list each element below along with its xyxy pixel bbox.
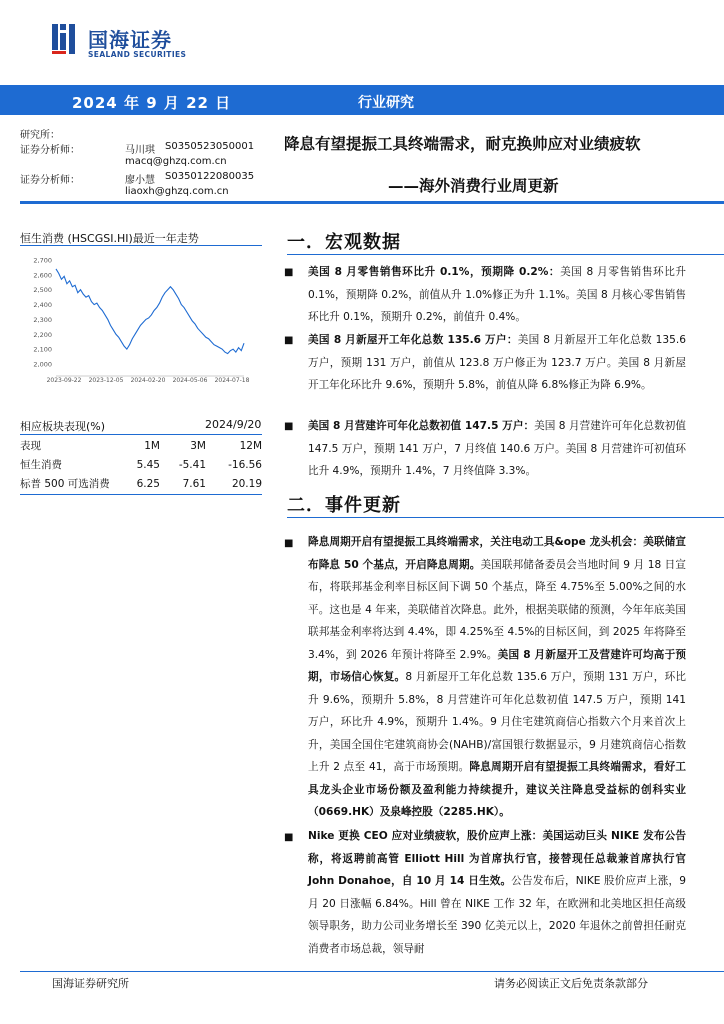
section-rule [287, 254, 724, 255]
col-header: 表现 [20, 440, 41, 452]
col-header: 3M [190, 439, 206, 452]
item-lead-3: 降息周期开启有望提振工具终端需求，看好工具龙头企业市场份额及盈利能力持续提升，建议关注降息受益标的创科实业（0669.HK）及泉峰控股（2285.HK）。 [308, 761, 687, 818]
report-subtitle: ——海外消费行业周更新 [388, 177, 559, 195]
sealand-logo-icon [50, 22, 82, 56]
report-date: 2024 年 9 月 22 日 [72, 94, 232, 112]
cell-3m: 7.61 [182, 477, 206, 490]
y-tick-label: 2,700 [33, 256, 52, 265]
macro-item-permits [308, 415, 686, 483]
row-name: 恒生消费 [20, 459, 62, 471]
item-body: 美国 8 月营建许可年化总数初值 147.5 万户，预期 141 万户，7 月终值 140.6 万户。美国 8 月营建许可初值环比升 4.9%，预期升 1.4%，7 月终值降 3.3%。 [308, 420, 686, 477]
item-body: 公告发布后，NIKE 股价应声上涨，9 月 20 日涨幅 6.84%。Hill 曾在 NIKE 工作 32 年，在欧洲和北美地区担任高级领导职务，助力公司业务增长至 390 亿美元以上，2020 年退休之前曾担任耐克消费者市场总裁，领导耐 [308, 875, 687, 955]
y-tick-label: 2,400 [33, 301, 52, 310]
event-item-nike [308, 825, 686, 960]
event-item-tools [308, 531, 686, 824]
cell-12m: -16.56 [228, 458, 262, 471]
analyst-1-email[interactable]: macq@ghzq.com.cn [125, 156, 227, 167]
y-tick-label: 2,000 [33, 360, 52, 369]
perf-rule [20, 434, 262, 435]
perf-bottom-rule [20, 494, 262, 495]
y-tick-label: 2,600 [33, 271, 52, 280]
brand-name-cn: 国海证券 [88, 28, 172, 52]
item-lead: 降息周期开启有望提振工具终端需求，关注电动工具&ope 龙头机会：美联储宣布降息 50 个基点，开启降息周期。 [308, 536, 686, 571]
brand-name-en: SEALAND SECURITIES [88, 50, 187, 59]
chart-title-rule [20, 245, 262, 246]
bullet-icon: ■ [284, 538, 294, 549]
analyst-2-role: 证券分析师： [20, 175, 80, 186]
x-tick-label: 2023-09-22 [46, 377, 82, 384]
cell-12m: 20.19 [231, 477, 262, 490]
item-body: 美国联邦储备委员会当地时间 9 月 18 日宣布，将联邦基金利率目标区间下调 50 个基点，降至 4.75%至 5.00%之间的水平。这也是 4 年来，美联储首次降息。此外，根据美联储的预测，今年年底美国联邦基金利率将达到 4.4%，即 4.25%至 4.5%的目标区间，到 2025 年将降至 3.4%，到 2026 年预计将降至 2.9%。 [308, 558, 686, 661]
cell-1m: 5.45 [136, 458, 160, 471]
report-type: 行业研究 [358, 95, 414, 111]
y-tick-label: 2,200 [33, 330, 52, 339]
section-rule [287, 517, 724, 518]
trend-chart [20, 252, 250, 388]
y-tick-label: 2,300 [33, 315, 52, 324]
bullet-icon: ■ [284, 832, 294, 843]
bullet-icon: ■ [284, 421, 294, 432]
x-tick-label: 2023-12-05 [88, 377, 124, 384]
perf-table [20, 436, 262, 493]
item-lead-2: 美国 8 月新屋开工及营建许可均高于预期，市场信心恢复。 [308, 648, 687, 683]
table-header-row [20, 436, 262, 455]
y-tick-label: 2,500 [33, 286, 52, 295]
analyst-1-name: 马川琪 [125, 145, 155, 156]
table-row [20, 474, 262, 493]
item-lead: Nike 更换 CEO 应对业绩疲软，股价应声上涨：美国运动巨头 NIKE 发布公告称，将返聘前高管 Elliott Hill 为首席执行官，接替现任总裁兼首席执行官 John Donahoe，自 10 月 14 日生效。 [308, 830, 686, 887]
item-lead: 美国 8 月营建许可年化总数初值 147.5 万户： [308, 420, 535, 432]
perf-date: 2024/9/20 [205, 418, 262, 431]
chart-title: 恒生消费 (HSCGSI.HI)最近一年走势 [20, 232, 199, 245]
table-row [20, 455, 262, 474]
y-tick-label: 2,100 [33, 345, 52, 354]
section-title-events: 二．事件更新 [287, 495, 401, 516]
x-tick-label: 2024-02-20 [130, 377, 166, 384]
x-tick-label: 2024-05-06 [172, 377, 208, 384]
col-header: 12M [239, 439, 262, 452]
row-name: 标普 500 可选消费 [20, 478, 110, 490]
item-body: 美国 8 月零售销售环比升 0.1%，预期降 0.2%，前值从升 1.0%修正为升 1.1%。美国 8 月核心零售销售环比升 0.1%，预期升 0.2%，前值升 0.4%。 [308, 266, 686, 323]
footer-disclaimer: 请务必阅读正文后免责条款部分 [494, 977, 648, 990]
research-label: 研究所： [20, 130, 60, 141]
title-divider [20, 201, 724, 204]
perf-title: 相应板块表现(%) [20, 420, 106, 433]
analyst-1-role: 证券分析师： [20, 145, 80, 156]
analyst-1-cert: S0350523050001 [165, 141, 255, 152]
analyst-2-name: 廖小慧 [125, 175, 155, 186]
bullet-icon: ■ [284, 335, 294, 346]
cell-3m: -5.41 [178, 458, 206, 471]
x-tick-label: 2024-07-18 [214, 377, 250, 384]
series-line [56, 269, 244, 354]
item-lead: 美国 8 月零售销售环比升 0.1%，预期降 0.2%： [308, 266, 561, 278]
report-title: 降息有望提振工具终端需求，耐克换帅应对业绩疲软 [284, 135, 641, 153]
analyst-2-cert: S0350122080035 [165, 171, 255, 182]
item-body: 美国 8 月新屋开工年化总数 135.6 万户，预期 131 万户，前值从 123.8 万户修正为 123.7 万户。美国 8 月新屋开工年化环比升 9.6%，预期升 5.8%，前值从降 6.8%修正为降 6.9%。 [308, 334, 686, 391]
macro-item-retail [308, 261, 686, 329]
footer-left: 国海证券研究所 [52, 977, 129, 990]
cell-1m: 6.25 [136, 477, 160, 490]
footer-rule [20, 971, 724, 972]
analyst-2-email[interactable]: liaoxh@ghzq.com.cn [125, 186, 229, 197]
item-body-2: 8 月新屋开工年化总数 135.6 万户，预期 131 万户，环比升 9.6%，预期升 5.8%，8 月营建许可年化总数初值 147.5 万户，预期 141 万户，环比升 4.9%，预期升 1.4%。9 月住宅建筑商信心指数六个月来首次上升，美国全国住宅建筑商协会(NAHB)/富国银行数据显示，9 月建筑商信心指数上升 2 点至 41，高于市场预期。 [308, 671, 687, 773]
bullet-icon: ■ [284, 267, 294, 278]
item-lead: 美国 8 月新屋开工年化总数 135.6 万户： [308, 334, 518, 346]
section-title-macro: 一．宏观数据 [287, 232, 401, 253]
col-header: 1M [144, 439, 160, 452]
macro-item-housing-starts [308, 329, 686, 397]
